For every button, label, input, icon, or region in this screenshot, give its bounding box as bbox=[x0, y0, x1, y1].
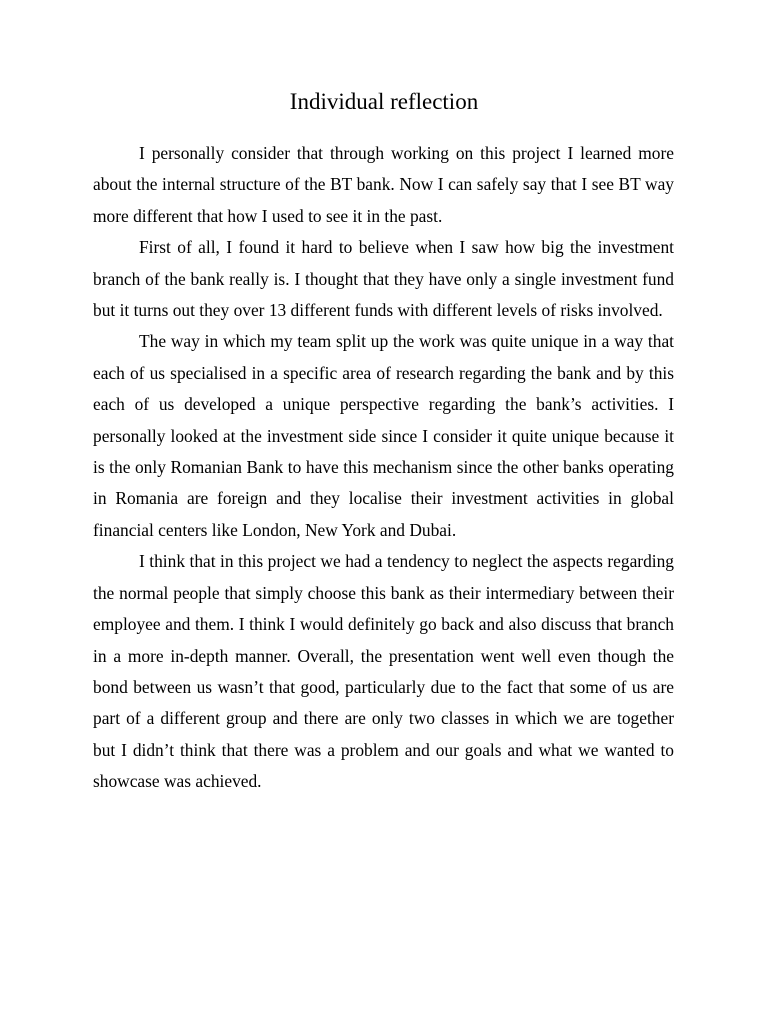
document-body bbox=[93, 138, 674, 798]
paragraph-2: First of all, I found it hard to believe when I saw how big the investment branch of the bank really is. I thought that they have only a single investment fund but it turns out they over 13 different funds with different levels of risks involved. bbox=[93, 237, 674, 321]
paragraph-4: I think that in this project we had a tendency to neglect the aspects regarding the normal people that simply choose this bank as their intermediary between their employee and them. I think I would definitely go back and also discuss that branch in a more in-depth manner. Overall, the presentation went well even though the bond between us wasn’t that good, particularly due to the fact that some of us are part of a different group and there are only two classes in which we are together but I didn’t think that there was a problem and our goals and what we wanted to showcase was achieved. bbox=[93, 551, 674, 792]
paragraph-3: The way in which my team split up the work was quite unique in a way that each of us specialised in a specific area of research regarding the bank and by this each of us developed a unique perspective regarding the bank’s activities. I personally looked at the investment side since I consider it quite unique because it is the only Romanian Bank to have this mechanism since the other banks operating in Romania are foreign and they localise their investment activities in global financial centers like London, New York and Dubai. bbox=[93, 331, 674, 540]
document-title: Individual reflection bbox=[289, 89, 479, 114]
paragraph-1: I personally consider that through working on this project I learned more about the internal structure of the BT bank. Now I can safely say that I see BT way more different that how I used to see it in the past. bbox=[93, 143, 674, 226]
